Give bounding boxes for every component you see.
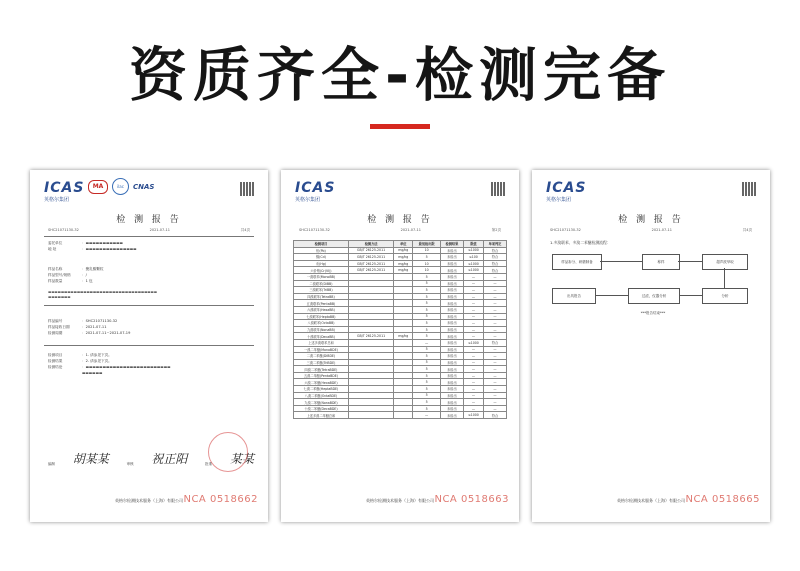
cma-mark-icon: MA [88, 180, 108, 194]
table-cell [348, 287, 393, 294]
nca-number: NCA 0518665 [685, 494, 760, 505]
table-cell: 5 [413, 333, 441, 340]
table-cell [348, 313, 393, 320]
table-row [294, 392, 507, 399]
table-cell [394, 379, 413, 386]
table-cell: 未检出 [440, 346, 463, 353]
table-cell: mg/kg [394, 267, 413, 274]
table-row [294, 306, 507, 313]
table-cell: 未检出 [440, 313, 463, 320]
table-cell: 未检出 [440, 293, 463, 300]
table-header-cell: 单项判定 [483, 241, 506, 248]
table-cell: 5 [413, 346, 441, 353]
report-sheet-2[interactable] [281, 170, 519, 522]
table-cell: 5 [413, 273, 441, 280]
notice-text: ▬▬▬▬▬▬▬▬▬▬▬▬▬▬▬▬▬▬▬▬▬▬▬▬▬▬▬▬▬▬▬▬▬▬ ▬▬▬▬▬▬▬ [48, 290, 157, 299]
table-cell [394, 405, 413, 412]
table-cell: — [483, 280, 506, 287]
table-cell [348, 346, 393, 353]
table-cell: 5 [413, 366, 441, 373]
table-cell: — [463, 353, 483, 360]
table-row [294, 339, 507, 346]
table-cell [348, 379, 393, 386]
table-cell: 十溴联苯(DecaBB) [294, 333, 349, 340]
table-cell: 5 [413, 353, 441, 360]
table-row [294, 379, 507, 386]
table-cell: ≤1000 [463, 260, 483, 267]
table-cell: 上述多溴联苯总和 [294, 339, 349, 346]
table-cell: — [483, 320, 506, 327]
table-cell: 符合 [483, 339, 506, 346]
table-row [294, 273, 507, 280]
table-cell: — [413, 339, 441, 346]
table-cell: 七溴二苯醚(HeptaBDE) [294, 386, 349, 393]
table-cell: — [483, 392, 506, 399]
table-cell: 5 [413, 306, 441, 313]
table-row [294, 287, 507, 294]
table-cell: 未检出 [440, 339, 463, 346]
flow-arrow [600, 261, 642, 262]
certification-marks [88, 178, 154, 195]
table-cell [348, 366, 393, 373]
table-cell [348, 359, 393, 366]
report-meta: SHC21071130-32 2021-07-11 共4页 [48, 228, 250, 232]
table-cell: 5 [413, 372, 441, 379]
table-cell: 5 [413, 399, 441, 406]
table-cell [394, 399, 413, 406]
page-heading: 资质齐全-检测完备 [128, 41, 672, 109]
signature-1: 胡某某 [72, 452, 109, 466]
table-row [294, 372, 507, 379]
table-cell [348, 412, 393, 419]
report-title: 检 测 报 告 [116, 215, 182, 225]
table-cell [394, 412, 413, 419]
table-cell: 未检出 [440, 320, 463, 327]
table-cell: mg/kg [394, 333, 413, 340]
report-sheet-3[interactable] [532, 170, 770, 522]
table-cell: — [483, 287, 506, 294]
table-cell: — [463, 273, 483, 280]
icas-logo: ICAS 英格尔集团 [295, 180, 336, 203]
table-cell: 上述多溴二苯醚总和 [294, 412, 349, 419]
divider [44, 236, 254, 237]
table-cell: — [483, 313, 506, 320]
table-cell: 5 [413, 359, 441, 366]
table-cell [394, 339, 413, 346]
table-cell: 汞(Hg) [294, 260, 349, 267]
table-cell: 符合 [483, 247, 506, 254]
table-cell [394, 392, 413, 399]
table-cell [348, 399, 393, 406]
flow-arrow [678, 295, 702, 296]
table-cell: 十溴二苯醚(DecaBDE) [294, 405, 349, 412]
table-header-cell: 最低检出限 [413, 241, 441, 248]
qr-code-icon [491, 182, 505, 196]
table-cell: 5 [413, 392, 441, 399]
table-cell: 未检出 [440, 273, 463, 280]
table-header-cell: 限值 [463, 241, 483, 248]
report-title: 检 测 报 告 [367, 215, 433, 225]
table-cell: 符合 [483, 254, 506, 261]
table-cell: GB/T 26125-2011 [348, 254, 393, 261]
table-cell: 未检出 [440, 379, 463, 386]
table-cell: 5 [413, 254, 441, 261]
table-cell: 10 [413, 267, 441, 274]
icas-logo: ICAS 英格尔集团 [546, 180, 587, 203]
table-cell [348, 339, 393, 346]
table-cell: 三溴二苯醚(TriBDE) [294, 359, 349, 366]
table-cell: 六溴二苯醚(HexaBDE) [294, 379, 349, 386]
dates-info: 样品编号 ： SHC21071130-32 样品接收日期 ： 2021-07-11 检测周期 ： 2021-07-11~2021-07-19 [48, 319, 131, 335]
table-row [294, 267, 507, 274]
table-cell [348, 306, 393, 313]
heading-underline [370, 124, 430, 129]
table-cell: 10 [413, 247, 441, 254]
table-cell [348, 280, 393, 287]
report-title: 检 测 报 告 [618, 215, 684, 225]
table-row [294, 359, 507, 366]
table-cell: — [483, 353, 506, 360]
table-cell [348, 326, 393, 333]
table-cell: GB/T 26125-2011 [348, 267, 393, 274]
qr-code-icon [742, 182, 756, 196]
table-cell: — [483, 293, 506, 300]
table-cell: ≤1000 [463, 339, 483, 346]
table-cell [394, 306, 413, 313]
table-cell: — [463, 280, 483, 287]
signature-2: 祝正阳 [151, 452, 188, 466]
table-cell: — [463, 320, 483, 327]
flow-title: 1.多溴联苯、多溴二苯醚检测流程： [550, 240, 611, 245]
footer-company: 英格尔检测技术服务（上海）有限公司 [366, 498, 434, 503]
table-cell: — [463, 386, 483, 393]
table-row [294, 386, 507, 393]
table-cell: 5 [413, 326, 441, 333]
table-cell: GB/T 26125-2011 [348, 260, 393, 267]
table-cell: 九溴联苯(NonaBB) [294, 326, 349, 333]
table-row [294, 412, 507, 419]
sample-info: 样品名称 ： 聚乳酸颗粒 样品型号/规格 ： / 样品数量 ： 1 包 [48, 267, 104, 283]
table-cell: 未检出 [440, 267, 463, 274]
table-cell [348, 372, 393, 379]
table-cell: 未检出 [440, 300, 463, 307]
footer-company: 英格尔检测技术服务（上海）有限公司 [115, 498, 183, 503]
table-cell [348, 320, 393, 327]
flow-step-5: 过滤，仪器分析 [628, 288, 680, 304]
table-cell [394, 313, 413, 320]
nca-number: NCA 0518662 [183, 494, 258, 505]
table-cell: 未检出 [440, 392, 463, 399]
table-cell: 铅(Pb) [294, 247, 349, 254]
flow-arrow [724, 268, 725, 288]
table-cell: 未检出 [440, 326, 463, 333]
table-cell: 八溴二苯醚(OctaBDE) [294, 392, 349, 399]
flow-arrow [594, 295, 628, 296]
table-row [294, 366, 507, 373]
table-row [294, 293, 507, 300]
table-row [294, 260, 507, 267]
table-cell: 5 [413, 405, 441, 412]
table-cell: 未检出 [440, 287, 463, 294]
qr-code-icon [240, 182, 254, 196]
table-cell: 未检出 [440, 254, 463, 261]
table-cell: — [483, 326, 506, 333]
table-cell: — [463, 346, 483, 353]
table-cell [394, 366, 413, 373]
table-cell: 一溴二苯醚(MonoBDE) [294, 346, 349, 353]
table-cell: 七溴联苯(HeptaBB) [294, 313, 349, 320]
table-cell: 四溴联苯(TetraBB) [294, 293, 349, 300]
table-cell: — [463, 293, 483, 300]
table-cell: 一溴联苯(MonoBB) [294, 273, 349, 280]
table-cell: 镉(Cd) [294, 254, 349, 261]
flow-step-3: 超声波萃取 [702, 254, 748, 270]
icas-logo: ICAS 英格尔集团 [44, 180, 85, 203]
cnas-mark-icon: CNAS [133, 182, 155, 191]
table-cell: 未检出 [440, 405, 463, 412]
table-cell [348, 300, 393, 307]
table-cell: — [463, 372, 483, 379]
signature-3: 某某 [229, 452, 254, 466]
table-cell: — [483, 405, 506, 412]
table-cell [394, 353, 413, 360]
table-cell: ≤1000 [463, 412, 483, 419]
flow-step-6: 出具报告 [552, 288, 596, 304]
table-cell [348, 392, 393, 399]
table-row [294, 247, 507, 254]
table-cell [394, 300, 413, 307]
table-cell: 5 [413, 313, 441, 320]
table-cell: 未检出 [440, 280, 463, 287]
flow-step-1: 样品拆分、研磨制备 [552, 254, 602, 270]
table-cell: — [463, 366, 483, 373]
table-cell [394, 326, 413, 333]
table-cell: GB/T 26125-2011 [348, 333, 393, 340]
table-cell: 四溴二苯醚(TetraBDE) [294, 366, 349, 373]
table-cell [394, 346, 413, 353]
table-cell [394, 359, 413, 366]
flow-arrow [678, 261, 702, 262]
table-cell: 未检出 [440, 399, 463, 406]
table-row [294, 405, 507, 412]
table-cell: 5 [413, 379, 441, 386]
table-cell: 符合 [483, 260, 506, 267]
table-cell: 未检出 [440, 306, 463, 313]
table-cell: 九溴二苯醚(NonaBDE) [294, 399, 349, 406]
table-cell: 符合 [483, 267, 506, 274]
table-cell: 未检出 [440, 386, 463, 393]
table-row [294, 326, 507, 333]
table-cell: GB/T 26125-2011 [348, 247, 393, 254]
table-cell: 未检出 [440, 366, 463, 373]
table-cell: — [463, 379, 483, 386]
table-cell [394, 293, 413, 300]
table-cell: — [463, 405, 483, 412]
table-cell: 5 [413, 280, 441, 287]
table-cell: — [463, 313, 483, 320]
table-cell [394, 372, 413, 379]
ilac-mark-icon: ilac [112, 178, 129, 195]
table-cell: — [483, 379, 506, 386]
test-items: 检测项目 ： 1. 请参见下页。 检测结果 ： 2. 请参见下页。 检测结论 ：▬▬▬▬▬▬▬▬▬▬▬▬▬▬▬▬▬▬▬▬▬▬▬▬▬ ▬▬▬▬▬▬ [48, 353, 171, 375]
table-cell: 10 [413, 260, 441, 267]
table-cell: 未检出 [440, 412, 463, 419]
table-cell: — [463, 399, 483, 406]
table-row [294, 300, 507, 307]
table-cell [348, 353, 393, 360]
table-row [294, 320, 507, 327]
table-cell: — [463, 300, 483, 307]
table-cell [394, 386, 413, 393]
table-cell [394, 273, 413, 280]
table-cell: 5 [413, 293, 441, 300]
table-cell: — [483, 372, 506, 379]
table-cell: — [483, 366, 506, 373]
table-cell: mg/kg [394, 247, 413, 254]
footer-company: 英格尔检测技术服务（上海）有限公司 [617, 498, 685, 503]
table-cell: — [463, 287, 483, 294]
table-cell: 5 [413, 287, 441, 294]
table-cell: — [413, 412, 441, 419]
divider [44, 305, 254, 306]
table-cell: — [463, 306, 483, 313]
table-cell: ≤1000 [463, 247, 483, 254]
table-cell: 未检出 [440, 359, 463, 366]
table-header-cell: 检测项目 [294, 241, 349, 248]
table-cell: 5 [413, 320, 441, 327]
nca-number: NCA 0518663 [434, 494, 509, 505]
table-cell: — [463, 333, 483, 340]
table-cell: 六溴联苯(HexaBB) [294, 306, 349, 313]
table-cell: ≤100 [463, 254, 483, 261]
table-cell: 五溴联苯(PentaBB) [294, 300, 349, 307]
table-row [294, 254, 507, 261]
table-cell: — [463, 359, 483, 366]
table-cell: — [483, 300, 506, 307]
table-cell: 未检出 [440, 353, 463, 360]
table-cell: 五溴二苯醚(PentaBDE) [294, 372, 349, 379]
table-cell: 5 [413, 300, 441, 307]
report-meta: SHC21071130-32 2021-07-11 第2页 [299, 228, 501, 232]
table-cell: 未检出 [440, 247, 463, 254]
table-cell: — [463, 392, 483, 399]
table-cell: 二溴联苯(DiBB) [294, 280, 349, 287]
table-row [294, 353, 507, 360]
table-cell: — [483, 273, 506, 280]
table-cell: — [483, 306, 506, 313]
table-cell: 二溴二苯醚(DiBDE) [294, 353, 349, 360]
report-end-mark: ***报告结束*** [640, 311, 666, 315]
table-row [294, 346, 507, 353]
table-cell: 未检出 [440, 260, 463, 267]
table-row [294, 313, 507, 320]
table-cell [348, 386, 393, 393]
table-cell [394, 320, 413, 327]
client-info: 委托单位 ：▬▬▬▬▬▬▬▬▬▬▬ 地 址 ：▬▬▬▬▬▬▬▬▬▬▬▬▬▬▬ [48, 241, 137, 251]
report-meta: SHC21071130-32 2021-07-11 共4页 [550, 228, 752, 232]
table-cell: 5 [413, 386, 441, 393]
table-header-cell: 检测方法 [348, 241, 393, 248]
signature-row: 编制 胡某某 审核 祝正阳 批准 某某 [48, 452, 254, 466]
table-cell: 符合 [483, 412, 506, 419]
table-cell: 六价铬(Cr(VI)) [294, 267, 349, 274]
flow-step-2: 称样 [642, 254, 680, 270]
table-cell: — [483, 359, 506, 366]
table-row [294, 280, 507, 287]
table-cell [394, 280, 413, 287]
table-cell: 未检出 [440, 333, 463, 340]
report-sheet-1[interactable] [30, 170, 268, 522]
table-cell [348, 405, 393, 412]
table-cell: 三溴联苯(TriBB) [294, 287, 349, 294]
table-cell: ≤1000 [463, 267, 483, 274]
results-table [293, 240, 507, 419]
table-header-cell: 单位 [394, 241, 413, 248]
table-cell: mg/kg [394, 260, 413, 267]
table-cell [348, 293, 393, 300]
table-cell: — [483, 386, 506, 393]
table-cell [394, 287, 413, 294]
table-row [294, 333, 507, 340]
flow-step-4: 分析 [702, 288, 748, 304]
table-cell [348, 273, 393, 280]
table-header-cell: 检测结果 [440, 241, 463, 248]
table-cell: — [483, 346, 506, 353]
table-cell: — [483, 399, 506, 406]
divider [44, 345, 254, 346]
table-cell: mg/kg [394, 254, 413, 261]
official-stamp [208, 432, 248, 472]
table-row [294, 399, 507, 406]
table-cell: 未检出 [440, 372, 463, 379]
table-cell: 八溴联苯(OctaBB) [294, 320, 349, 327]
table-cell: — [483, 333, 506, 340]
table-cell: — [463, 326, 483, 333]
